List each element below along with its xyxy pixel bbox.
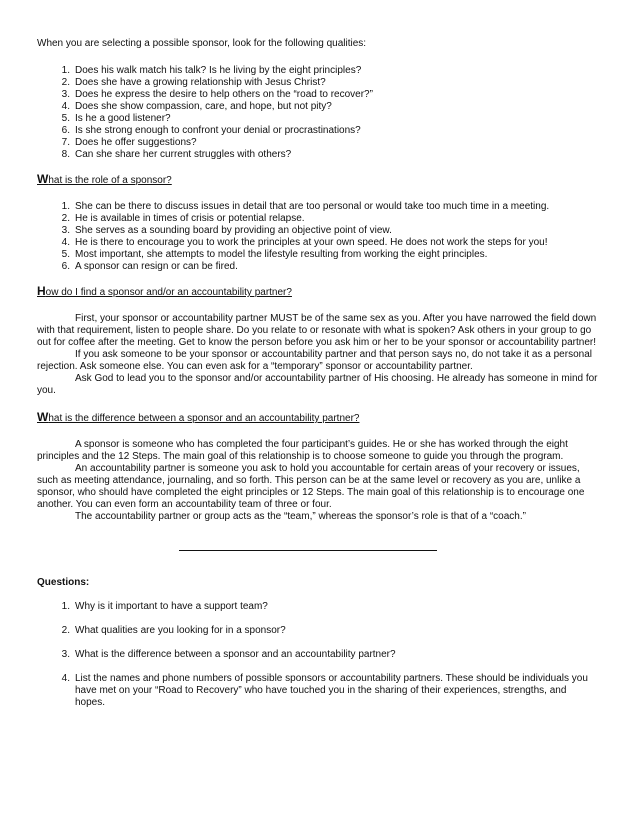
- paragraph: A sponsor is someone who has completed the four participant’s guides. He or she has worked through the eight principles and the 12 Steps. The main goal of this relationship is to choose someone to guide you through the program.: [37, 439, 568, 462]
- paragraph: The accountability partner or group acts as the “team,” whereas the sponsor’s role is that of a “coach.”: [75, 511, 526, 522]
- list-item: 2. What qualities are you looking for in a sponsor?: [61, 625, 286, 636]
- list-item: 3. Does he express the desire to help others on the “road to recover?”: [61, 89, 373, 100]
- list-item: 2. He is available in times of crisis or potential relapse.: [61, 213, 305, 224]
- qualities-list: [37, 65, 599, 161]
- divider-line: [179, 550, 437, 551]
- list-item: 2. Does she have a growing relationship with Jesus Christ?: [61, 77, 326, 88]
- questions-heading: Questions:: [37, 577, 90, 588]
- role-list: [37, 201, 599, 273]
- list-item: 1. Does his walk match his talk? Is he living by the eight principles?: [61, 65, 362, 76]
- find-heading: How do I find a sponsor and/or an accountability partner?: [37, 284, 292, 298]
- paragraph: First, your sponsor or accountability partner MUST be of the same sex as you. After you have narrowed the field down with that requirement, listen to people share. Do you relate to or resonate with what is spoken? Ask others in your group to go out for coffee after the meeting. Get to know the person before you ask him or her to be your sponsor or accountability partner!: [37, 313, 597, 348]
- find-section: [37, 313, 599, 397]
- list-item: 1. She can be there to discuss issues in detail that are too personal or would take too much time in a meeting.: [61, 201, 550, 212]
- list-item: 5. Most important, she attempts to model the lifestyle resulting from working the eight principles.: [61, 249, 488, 260]
- list-item: 7. Does he offer suggestions?: [61, 137, 197, 148]
- paragraph: Ask God to lead you to the sponsor and/or accountability partner of His choosing. He already has someone in mind for you.: [37, 373, 598, 396]
- document-page: [37, 38, 599, 721]
- list-item: 6. A sponsor can resign or can be fired.: [61, 261, 238, 272]
- questions-list: [37, 601, 599, 709]
- difference-heading: What is the difference between a sponsor and an accountability partner?: [37, 410, 360, 424]
- list-item: 8. Can she share her current struggles with others?: [61, 149, 292, 160]
- list-item: 4. He is there to encourage you to work the principles at your own speed. He does not work the steps for you!: [61, 237, 548, 248]
- list-item: 4. List the names and phone numbers of possible sponsors or accountability partners. These should be individuals you have met on your “Road to Recovery” who have touched you in the sharing of their experiences, strengths, and hopes.: [61, 673, 588, 708]
- list-item: 3. She serves as a sounding board by providing an objective point of view.: [61, 225, 392, 236]
- intro-text: When you are selecting a possible sponsor, look for the following qualities:: [37, 38, 367, 49]
- list-item: 4. Does she show compassion, care, and hope, but not pity?: [61, 101, 332, 112]
- role-heading: What is the role of a sponsor?: [37, 172, 172, 186]
- list-item: 5. Is he a good listener?: [61, 113, 171, 124]
- paragraph: An accountability partner is someone you ask to hold you accountable for certain areas of your recovery or issues, such as meeting attendance, journaling, and so forth. This person can be at the same level or recovery as you are, unlike a sponsor, who should have completed the eight principles or 12 Steps. The main goal of this relationship is to encourage one another. You can even form an accountability team of three or four.: [37, 463, 585, 510]
- list-item: 6. Is she strong enough to confront your denial or procrastinations?: [61, 125, 361, 136]
- list-item: 3. What is the difference between a sponsor and an accountability partner?: [61, 649, 396, 660]
- list-item: 1. Why is it important to have a support team?: [61, 601, 268, 612]
- difference-section: [37, 439, 599, 523]
- paragraph: If you ask someone to be your sponsor or accountability partner and that person says no, do not take it as a personal rejection. Ask someone else. You can even ask for a “temporary” sponsor or accountability partner.: [37, 349, 592, 372]
